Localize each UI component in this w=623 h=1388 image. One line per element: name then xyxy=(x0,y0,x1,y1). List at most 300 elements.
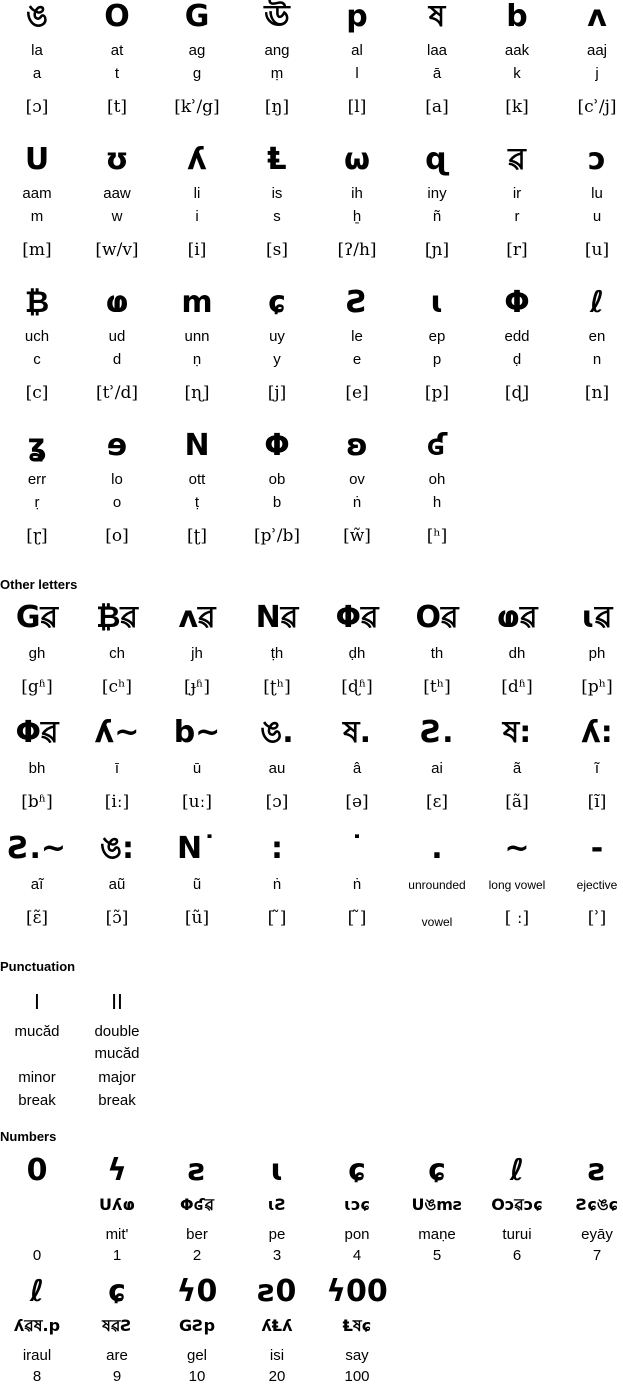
other-letter-name: ĩ xyxy=(594,760,600,777)
number-glyph: ℓ xyxy=(29,1274,45,1309)
letter-glyph: ষ xyxy=(428,0,446,34)
letter-cell xyxy=(157,0,237,140)
number-value: 1 xyxy=(112,1247,122,1264)
letter-name: uy xyxy=(269,328,285,345)
letter-name: is xyxy=(271,185,283,202)
other-letter-name: ũ xyxy=(192,876,202,893)
other-letter-ipa: [ɟʱ] xyxy=(184,677,210,697)
letter-transliteration: p xyxy=(432,351,442,368)
letter-cell xyxy=(0,0,77,140)
letter-transliteration: s xyxy=(273,208,281,225)
letter-ipa: [ɔ] xyxy=(25,97,49,117)
letter-cell xyxy=(557,0,623,140)
other-letter-glyph: : xyxy=(271,831,283,866)
letter-name: aak xyxy=(504,42,530,59)
letter-name: edd xyxy=(504,328,530,345)
letter-cell xyxy=(157,143,237,283)
number-word: ber xyxy=(186,1226,208,1243)
number-word: eyāy xyxy=(581,1226,613,1243)
other-letter-glyph: ⱷৱ xyxy=(496,600,538,635)
punctuation-heading: Punctuation xyxy=(0,959,76,974)
other-letter-ipa: [bʱ] xyxy=(21,792,53,812)
other-letter-glyph: ষ. xyxy=(343,715,371,750)
letter-cell xyxy=(317,286,397,426)
letter-ipa: [j] xyxy=(267,383,287,403)
other-letter-glyph: Nৱ xyxy=(255,600,299,635)
number-value: 9 xyxy=(112,1368,122,1385)
letter-name: lu xyxy=(591,185,603,202)
number-word: mit' xyxy=(105,1226,129,1243)
letter-ipa: [c] xyxy=(25,383,49,403)
number-glyph: ꙇ xyxy=(270,1153,284,1188)
other-letter-ipa: [ʈʰ] xyxy=(263,677,291,697)
letter-name: uch xyxy=(24,328,50,345)
letter-transliteration: d xyxy=(112,351,122,368)
number-glyph: ϟ0 xyxy=(176,1274,218,1309)
other-letter-glyph: Ƨ. xyxy=(420,715,454,750)
number-word: say xyxy=(345,1347,369,1364)
other-letter-cell xyxy=(557,715,623,830)
letter-glyph: ʊ xyxy=(105,142,129,177)
other-letter-ipa: [gʱ] xyxy=(21,677,53,697)
letter-ipa: [t] xyxy=(106,97,128,117)
other-letter-cell xyxy=(237,600,317,715)
number-word: iraul xyxy=(22,1347,52,1364)
other-letter-glyph: ʌৱ xyxy=(178,600,216,635)
number-word-glyph: ʎⱠʎ xyxy=(261,1316,293,1335)
number-word-glyph: ꙇƧ xyxy=(267,1195,287,1214)
letter-ipa: [l] xyxy=(347,97,367,117)
number-glyph: ϟ xyxy=(107,1153,127,1188)
letter-ipa: [w/v] xyxy=(95,240,139,260)
letter-transliteration: t xyxy=(114,65,120,82)
letter-cell xyxy=(237,429,317,569)
letter-ipa: [ʈ] xyxy=(186,526,208,546)
other-letters-heading: Other letters xyxy=(0,577,78,592)
number-glyph: ƨ0 xyxy=(257,1274,297,1309)
number-value: 7 xyxy=(592,1247,602,1264)
other-letter-name: ejective xyxy=(576,878,618,892)
other-letter-cell xyxy=(157,600,237,715)
other-letter-cell xyxy=(77,715,157,830)
other-letter-glyph: Φৱ xyxy=(15,715,59,750)
letter-name: ud xyxy=(108,328,126,345)
other-letter-cell xyxy=(557,831,623,946)
letter-glyph: ɕ xyxy=(268,285,286,320)
letter-glyph: ω xyxy=(343,142,371,177)
letter-ipa: [k] xyxy=(505,97,529,117)
punctuation-name: double xyxy=(94,1023,140,1040)
letter-transliteration: y xyxy=(273,351,281,368)
letter-name: aaj xyxy=(586,42,608,59)
other-letter-cell xyxy=(0,715,77,830)
number-word: isi xyxy=(269,1347,285,1364)
number-glyph: ɕ xyxy=(348,1153,366,1188)
number-cell xyxy=(317,1152,397,1267)
punctuation-meaning: minor xyxy=(18,1069,56,1086)
letter-name: ep xyxy=(428,328,446,345)
numbers-heading: Numbers xyxy=(0,1129,57,1144)
other-letter-ipa: [tʰ] xyxy=(423,677,451,697)
letter-glyph: ৱ xyxy=(508,142,526,177)
letter-transliteration: n xyxy=(592,351,602,368)
letter-glyph: N xyxy=(184,428,210,463)
number-cell xyxy=(0,1152,77,1267)
other-letter-ipa: [ã] xyxy=(505,792,529,812)
letter-cell xyxy=(0,286,77,426)
other-letter-ipa: [ ̃] xyxy=(347,908,367,928)
letter-transliteration: w xyxy=(111,208,123,225)
letter-transliteration: ñ xyxy=(432,208,442,225)
letter-cell xyxy=(77,0,157,140)
other-letter-name: au xyxy=(268,760,286,777)
letter-ipa: [o] xyxy=(105,526,129,546)
letter-transliteration: ḍ xyxy=(512,351,522,368)
other-letter-ipa: [ũ] xyxy=(184,908,210,928)
number-word-glyph: Ⱡষɕ xyxy=(342,1316,372,1335)
letter-glyph: ঙ xyxy=(25,0,48,34)
other-letter-ipa: [ɖʱ] xyxy=(341,677,373,697)
other-letter-ipa: [ɔ] xyxy=(265,792,289,812)
letter-cell xyxy=(237,143,317,283)
number-value: 20 xyxy=(268,1368,286,1385)
letter-name: at xyxy=(110,42,124,59)
other-letter-name: long vowel xyxy=(488,878,546,892)
other-letter-glyph: Φৱ xyxy=(335,600,379,635)
other-letter-cell xyxy=(317,600,397,715)
letter-cell xyxy=(317,429,397,569)
letter-cell xyxy=(77,143,157,283)
letter-cell xyxy=(477,143,557,283)
letter-glyph: G xyxy=(184,0,210,34)
letter-cell xyxy=(397,429,477,569)
other-letter-glyph: ঙ. xyxy=(260,715,294,750)
letter-transliteration: i xyxy=(195,208,199,225)
number-word: pon xyxy=(344,1226,370,1243)
letter-glyph: ⱷ xyxy=(105,285,129,320)
number-word: gel xyxy=(186,1347,208,1364)
letter-glyph: O xyxy=(104,0,130,34)
letter-glyph: Ƨ xyxy=(346,285,368,320)
letter-ipa: [n] xyxy=(584,383,610,403)
other-letter-cell xyxy=(0,600,77,715)
letter-ipa: [tʾ/d] xyxy=(96,383,138,403)
other-letter-cell xyxy=(397,600,477,715)
other-letter-name: dh xyxy=(508,645,526,662)
other-letter-cell xyxy=(237,831,317,946)
letter-transliteration: o xyxy=(112,494,122,511)
other-letter-cell xyxy=(77,600,157,715)
letter-name: ag xyxy=(188,42,206,59)
letter-name: err xyxy=(27,471,47,488)
letter-name: ir xyxy=(512,185,522,202)
letter-cell xyxy=(397,286,477,426)
letter-glyph: ℓ xyxy=(589,285,605,320)
punctuation-cell xyxy=(77,985,157,1115)
letter-ipa: [w̃] xyxy=(343,526,371,546)
punctuation-cell xyxy=(0,985,77,1115)
other-letter-cell xyxy=(477,600,557,715)
letter-cell xyxy=(157,286,237,426)
letter-name: oh xyxy=(428,471,446,488)
punctuation-name: mucăd xyxy=(14,1023,60,1040)
letter-glyph: ɔ xyxy=(588,142,606,177)
number-word: turui xyxy=(502,1226,532,1243)
letter-cell xyxy=(157,429,237,569)
other-letter-cell xyxy=(477,831,557,946)
letter-glyph: ɋ xyxy=(425,142,449,177)
other-letter-name: unrounded xyxy=(408,878,466,892)
other-letter-glyph: ঙ: xyxy=(100,831,134,866)
letter-name: en xyxy=(588,328,606,345)
other-letter-ipa: [ɔ̃] xyxy=(105,908,129,928)
other-letter-glyph: Gৱ xyxy=(15,600,59,635)
letter-glyph: Φ xyxy=(504,285,530,320)
other-letter-name: ã xyxy=(512,760,522,777)
letter-ipa: [p] xyxy=(424,383,450,403)
letter-glyph: ʛ xyxy=(426,428,448,463)
punctuation-meaning: major xyxy=(98,1069,136,1086)
other-letter-ipa: [pʰ] xyxy=(581,677,613,697)
number-word-glyph: Oɔৱɔɕ xyxy=(491,1195,543,1214)
letter-transliteration: k xyxy=(513,65,521,82)
letter-transliteration: u xyxy=(592,208,602,225)
number-value: 6 xyxy=(512,1247,522,1264)
other-letter-ipa: [uː] xyxy=(182,792,212,812)
number-word: are xyxy=(106,1347,128,1364)
letter-transliteration: c xyxy=(33,351,41,368)
other-letter-glyph: N˙ xyxy=(176,831,218,866)
letter-name: lo xyxy=(111,471,123,488)
punctuation-glyph: II xyxy=(111,990,123,1014)
other-letter-name: ai xyxy=(431,760,443,777)
other-letter-ipa: [cʰ] xyxy=(101,677,133,697)
other-letter-glyph: Ƨ.~ xyxy=(7,831,67,866)
other-letter-glyph: ˙ xyxy=(349,831,365,866)
letter-glyph: Ⱡ xyxy=(267,142,287,177)
other-letter-glyph: b~ xyxy=(173,715,221,750)
other-letter-ipa: [ɛ] xyxy=(425,792,449,812)
letter-ipa: [pʾ/b] xyxy=(254,526,300,546)
letter-transliteration: ṃ xyxy=(270,65,284,82)
letter-name: aaw xyxy=(103,185,131,202)
letter-cell xyxy=(477,0,557,140)
letter-ipa: [ɽ] xyxy=(26,526,48,546)
letter-cell xyxy=(557,143,623,283)
other-letter-name: gh xyxy=(28,645,46,662)
letter-ipa: [ɖ] xyxy=(504,383,530,403)
letter-name: li xyxy=(193,185,201,202)
other-letter-cell xyxy=(157,831,237,946)
letter-name: ott xyxy=(188,471,206,488)
letter-transliteration: ṇ xyxy=(192,351,202,368)
other-letter-cell xyxy=(397,715,477,830)
letter-name: iny xyxy=(427,185,447,202)
number-cell xyxy=(0,1273,77,1388)
letter-name: le xyxy=(351,328,363,345)
other-letter-cell xyxy=(157,715,237,830)
number-word-glyph: GƧp xyxy=(178,1316,216,1335)
punctuation-name: mucăd xyxy=(94,1045,140,1062)
other-letter-name: aĩ xyxy=(30,876,44,893)
letter-transliteration: r xyxy=(514,208,520,225)
letter-name: al xyxy=(351,42,363,59)
letter-ipa: [r] xyxy=(506,240,528,260)
number-word-glyph: ꙇɔɕ xyxy=(343,1195,370,1214)
letter-glyph: ɘ xyxy=(106,428,128,463)
punctuation-glyph: I xyxy=(34,990,40,1014)
letter-glyph: m xyxy=(181,285,213,320)
letter-transliteration: ṭ xyxy=(194,494,200,511)
other-letter-glyph: ʎ: xyxy=(581,715,613,750)
other-letter-glyph: ꙇৱ xyxy=(581,600,613,635)
letter-glyph: ₿ xyxy=(24,285,50,320)
letter-glyph: ʌ xyxy=(587,0,607,34)
other-letter-name: th xyxy=(430,645,444,662)
letter-glyph: b xyxy=(506,0,528,34)
letter-cell xyxy=(77,286,157,426)
number-word-glyph: ʎৱষ.p xyxy=(13,1316,61,1335)
letter-ipa: [e] xyxy=(345,383,369,403)
letter-ipa: [m] xyxy=(22,240,52,260)
other-letter-glyph: . xyxy=(431,831,443,866)
number-cell xyxy=(397,1152,477,1267)
letter-name: la xyxy=(31,42,43,59)
letter-ipa: [u] xyxy=(584,240,610,260)
letter-ipa: [ʔ/h] xyxy=(337,240,377,260)
number-word-glyph: Ƨɕঙɕ xyxy=(575,1195,619,1214)
number-glyph: ƨ xyxy=(188,1153,206,1188)
other-letter-glyph: ʎ~ xyxy=(94,715,140,750)
number-value: 5 xyxy=(432,1247,442,1264)
other-letter-ipa: [ĩ] xyxy=(587,792,607,812)
number-glyph: ƨ xyxy=(588,1153,606,1188)
other-letter-glyph: ~ xyxy=(504,831,530,866)
other-letter-glyph: ষ: xyxy=(502,715,532,750)
letter-cell xyxy=(237,0,317,140)
number-cell xyxy=(477,1152,557,1267)
letter-ipa: [ŋ] xyxy=(264,97,290,117)
letter-ipa: [i] xyxy=(187,240,207,260)
punctuation-meaning: break xyxy=(18,1092,56,1109)
number-glyph: ℓ xyxy=(509,1153,525,1188)
other-letter-name: jh xyxy=(191,645,203,662)
letter-name: unn xyxy=(184,328,210,345)
number-glyph: ϟ00 xyxy=(326,1274,388,1309)
punctuation-meaning: break xyxy=(98,1092,136,1109)
letter-name: laa xyxy=(426,42,448,59)
other-letter-name: â xyxy=(352,760,362,777)
letter-name: ov xyxy=(349,471,365,488)
other-letter-cell xyxy=(77,831,157,946)
number-glyph: ɕ xyxy=(108,1274,126,1309)
other-letter-name: ch xyxy=(109,645,125,662)
other-letter-name: ṭh xyxy=(270,645,284,662)
other-letter-cell xyxy=(557,600,623,715)
other-letter-ipa: [iː] xyxy=(104,792,130,812)
letter-transliteration: g xyxy=(192,65,202,82)
letter-cell xyxy=(0,429,77,569)
letter-name: ob xyxy=(268,471,286,488)
letter-glyph: U xyxy=(24,142,50,177)
number-word: pe xyxy=(268,1226,286,1243)
number-value: 8 xyxy=(32,1368,42,1385)
letter-transliteration: ṅ xyxy=(352,494,362,511)
letter-glyph: ʓ xyxy=(27,428,47,463)
letter-cell xyxy=(237,286,317,426)
letter-transliteration: b xyxy=(272,494,282,511)
number-word-glyph: ষৱƧ xyxy=(102,1316,132,1335)
number-value: 100 xyxy=(344,1368,370,1385)
letter-cell xyxy=(317,0,397,140)
number-glyph: ɕ xyxy=(428,1153,446,1188)
number-cell xyxy=(317,1273,397,1388)
letter-cell xyxy=(397,0,477,140)
letter-cell xyxy=(477,286,557,426)
letter-transliteration: h xyxy=(432,494,442,511)
other-letter-ipa: [ə] xyxy=(345,792,369,812)
letter-transliteration: a xyxy=(32,65,42,82)
other-letter-glyph: ₿ৱ xyxy=(95,600,138,635)
letter-glyph: ʚ xyxy=(346,428,368,463)
other-letter-name: aũ xyxy=(108,876,126,893)
letter-cell xyxy=(77,429,157,569)
other-letter-name: ḍh xyxy=(348,645,366,662)
other-letter-ipa: [ʾ] xyxy=(587,908,607,928)
other-letter-name: ṅ xyxy=(272,876,282,893)
other-letter-ipa: [ɛ̃] xyxy=(25,908,49,928)
number-word-glyph: Φʛৱ xyxy=(180,1195,214,1214)
letter-ipa: [ɲ] xyxy=(424,240,450,260)
number-cell xyxy=(77,1273,157,1388)
letter-glyph: Φ xyxy=(264,428,290,463)
letter-name: ih xyxy=(351,185,363,202)
other-letter-name: ṅ xyxy=(352,876,362,893)
number-word-glyph: Uঙmƨ xyxy=(411,1195,463,1214)
other-letter-name: ph xyxy=(588,645,606,662)
number-value: 4 xyxy=(352,1247,362,1264)
other-letter-name: ī xyxy=(114,760,120,777)
other-letter-ipa: [ ː] xyxy=(504,908,530,928)
letter-glyph: ꙇ xyxy=(430,285,444,320)
other-letter-ipa: [ ̃] xyxy=(267,908,287,928)
letter-name: aam xyxy=(22,185,52,202)
other-letter-cell xyxy=(397,831,477,946)
letter-transliteration: j xyxy=(595,65,599,82)
number-cell xyxy=(237,1152,317,1267)
other-letter-cell xyxy=(317,715,397,830)
other-letter-glyph: Oৱ xyxy=(415,600,459,635)
other-letter-cell xyxy=(477,715,557,830)
other-letter-cell xyxy=(317,831,397,946)
letter-ipa: [ɳ] xyxy=(184,383,210,403)
number-word: maṇe xyxy=(418,1226,456,1243)
letter-ipa: [kʾ/g] xyxy=(174,97,220,117)
letter-transliteration: ṛ xyxy=(34,494,40,511)
number-cell xyxy=(157,1152,237,1267)
number-cell xyxy=(77,1152,157,1267)
letter-transliteration: e xyxy=(352,351,362,368)
other-letter-ipa: [dʱ] xyxy=(501,677,533,697)
number-cell xyxy=(237,1273,317,1388)
number-value: 0 xyxy=(32,1247,42,1264)
letter-ipa: [s] xyxy=(266,240,288,260)
number-value: 10 xyxy=(188,1368,206,1385)
letter-ipa: [ʰ] xyxy=(426,526,448,546)
other-letter-ipa: vowel xyxy=(421,915,453,929)
letter-transliteration: m xyxy=(30,208,44,225)
letter-name: ang xyxy=(264,42,290,59)
